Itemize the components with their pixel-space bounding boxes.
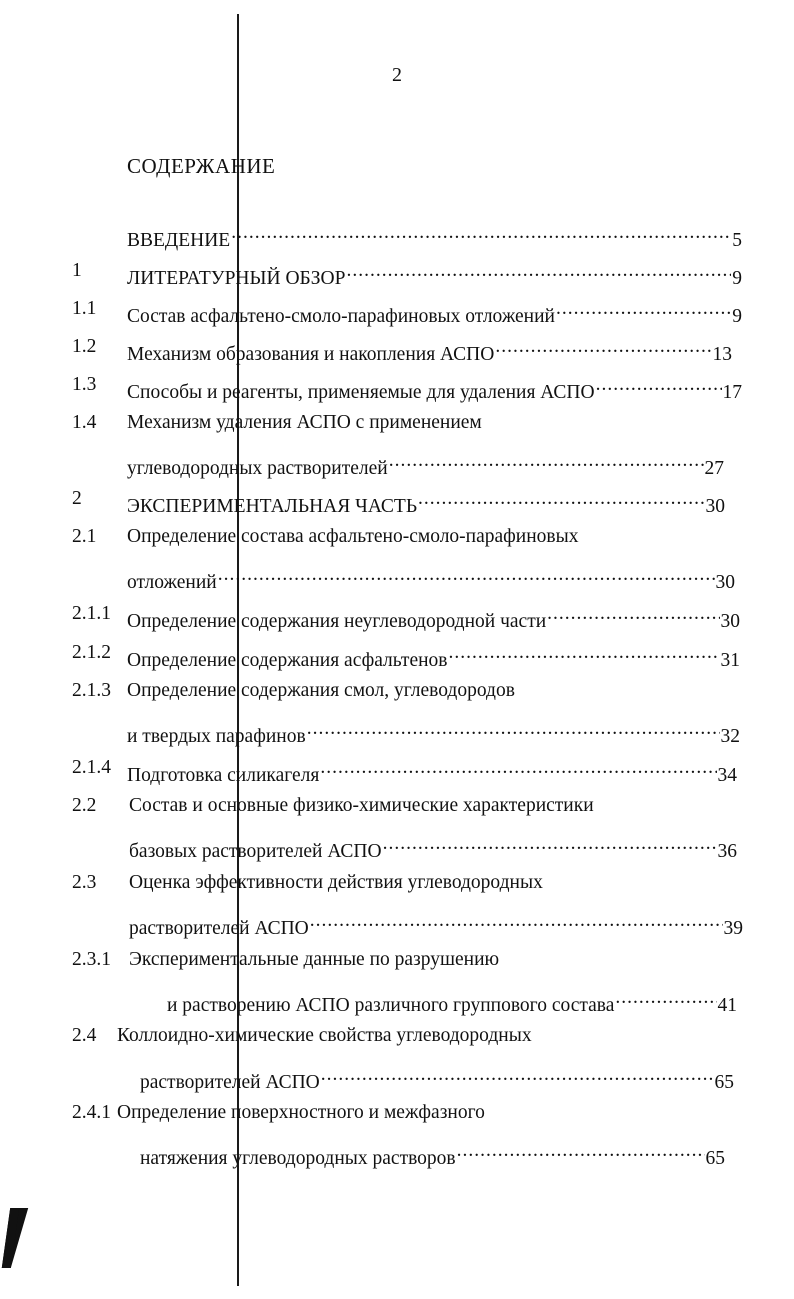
toc-entry-number: 2.3 bbox=[72, 872, 97, 893]
toc-entry-page: 65 bbox=[714, 1072, 734, 1093]
toc-entry-page: 30 bbox=[705, 496, 725, 517]
toc-entry-number: 2.1.1 bbox=[72, 603, 111, 624]
toc-entry-page: 13 bbox=[712, 344, 732, 365]
toc-entry-continuation: отложений bbox=[127, 572, 217, 593]
toc-entry-text: Подготовка силикагеля bbox=[127, 765, 320, 786]
toc-entry-number: 2.4 bbox=[72, 1025, 97, 1046]
toc-leader-dots bbox=[418, 486, 704, 512]
toc-entry-1-4 bbox=[127, 448, 724, 479]
toc-entry-continuation: и твердых парафинов bbox=[127, 726, 306, 747]
toc-entry-2-1 bbox=[127, 562, 735, 593]
toc-entry-number: 1.2 bbox=[72, 336, 97, 357]
toc-entry-page: 17 bbox=[722, 382, 742, 403]
toc-entry-text: Оценка эффективности действия углеводородных bbox=[129, 872, 543, 893]
page-number: 2 bbox=[392, 64, 402, 86]
toc-entry-page: 65 bbox=[705, 1148, 725, 1169]
toc-leader-dots bbox=[556, 296, 731, 322]
toc-entry-text: Состав асфальтено-смоло-парафиновых отложений bbox=[127, 306, 555, 327]
toc-entry-number: 1.4 bbox=[72, 412, 97, 433]
toc-entry-page: 39 bbox=[723, 918, 743, 939]
toc-entry-number: 2.1 bbox=[72, 526, 97, 547]
toc-entry-continuation: и растворению АСПО различного группового состава bbox=[167, 995, 615, 1016]
toc-entry-continuation: углеводородных растворителей bbox=[127, 458, 388, 479]
toc-entry-text: Способы и реагенты, применяемые для удаления АСПО bbox=[127, 382, 595, 403]
toc-entry-text: Определение содержания асфальтенов bbox=[127, 650, 448, 671]
toc-entry-2-1-4 bbox=[127, 755, 737, 786]
toc-entry-2-1-1 bbox=[127, 601, 740, 632]
toc-entry-2 bbox=[127, 486, 725, 517]
toc-entry-text: Определение содержания неуглеводородной части bbox=[127, 611, 547, 632]
toc-entry-number: 2.1.4 bbox=[72, 757, 111, 778]
toc-leader-dots bbox=[495, 334, 711, 360]
toc-title: СОДЕРЖАНИЕ bbox=[127, 154, 276, 178]
toc-entry-page: 27 bbox=[704, 458, 724, 479]
toc-entry-text: Экспериментальные данные по разрушению bbox=[129, 949, 500, 970]
toc-leader-dots bbox=[449, 640, 720, 666]
toc-entry-text: Механизм удаления АСПО с применением bbox=[127, 412, 482, 433]
toc-entry-text: Коллоидно-химические свойства углеводородных bbox=[117, 1025, 532, 1046]
toc-entry-page: 30 bbox=[715, 572, 735, 593]
toc-entry-continuation: растворителей АСПО bbox=[129, 918, 309, 939]
toc-entry-2-1-2 bbox=[127, 640, 740, 671]
toc-entry-continuation: растворителей АСПО bbox=[140, 1072, 320, 1093]
toc-entry-page: 32 bbox=[720, 726, 740, 747]
toc-leader-dots bbox=[231, 220, 731, 246]
toc-entry-number: 2.2 bbox=[72, 795, 97, 816]
toc-entry-2-1-3 bbox=[127, 716, 740, 747]
toc-entry-text: Определение содержания смол, углеводородов bbox=[127, 680, 515, 701]
toc-entry-2-3-1 bbox=[167, 985, 737, 1016]
toc-entry-page: 30 bbox=[720, 611, 740, 632]
toc-entry-page: 34 bbox=[717, 765, 737, 786]
toc-entry-1-1 bbox=[127, 296, 742, 327]
toc-leader-dots bbox=[346, 258, 731, 284]
toc-leader-dots bbox=[218, 562, 715, 588]
toc-entry-text: ЭКСПЕРИМЕНТАЛЬНАЯ ЧАСТЬ bbox=[127, 496, 418, 517]
toc-entry-number: 1.3 bbox=[72, 374, 97, 395]
toc-entry-page: 31 bbox=[720, 650, 740, 671]
toc-entry-1-3 bbox=[127, 372, 742, 403]
toc-entry-text: Механизм образования и накопления АСПО bbox=[127, 344, 495, 365]
toc-entry-2-4-1 bbox=[140, 1138, 725, 1169]
toc-leader-dots bbox=[320, 755, 716, 781]
toc-entry-number: 2 bbox=[72, 488, 82, 509]
toc-entry-2-3 bbox=[129, 908, 743, 939]
toc-entry-number: 2.3.1 bbox=[72, 949, 111, 970]
toc-entry-number: 2.1.2 bbox=[72, 642, 111, 663]
toc-leader-dots bbox=[547, 601, 719, 627]
toc-entry-continuation: натяжения углеводородных растворов bbox=[140, 1148, 456, 1169]
toc-leader-dots bbox=[383, 831, 717, 857]
toc-entry-page: 41 bbox=[717, 995, 737, 1016]
toc-entry-2-4 bbox=[140, 1062, 734, 1093]
toc-entry-number: 1.1 bbox=[72, 298, 97, 319]
toc-entry-number: 1 bbox=[72, 260, 82, 281]
toc-entry-text: Состав и основные физико-химические характеристики bbox=[129, 795, 594, 816]
toc-leader-dots bbox=[321, 1062, 714, 1088]
toc-entry-text: Определение состава асфальтено-смоло-парафиновых bbox=[127, 526, 579, 547]
toc-entry-intro bbox=[127, 220, 742, 251]
toc-leader-dots bbox=[307, 716, 720, 742]
toc-entry-text: Определение поверхностного и межфазного bbox=[117, 1102, 485, 1123]
toc-entry-continuation: базовых растворителей АСПО bbox=[129, 841, 382, 862]
toc-entry-number: 2.4.1 bbox=[72, 1102, 111, 1123]
toc-entry-1-2 bbox=[127, 334, 732, 365]
toc-entry-1 bbox=[127, 258, 742, 289]
toc-leader-dots bbox=[457, 1138, 705, 1164]
scan-artifact-mark bbox=[2, 1208, 28, 1268]
toc-leader-dots bbox=[389, 448, 704, 474]
toc-leader-dots bbox=[310, 908, 723, 934]
toc-entry-text: ЛИТЕРАТУРНЫЙ ОБЗОР bbox=[127, 268, 346, 289]
toc-leader-dots bbox=[596, 372, 722, 398]
toc-leader-dots bbox=[615, 985, 716, 1011]
toc-entry-2-2 bbox=[129, 831, 737, 862]
toc-entry-text: ВВЕДЕНИЕ bbox=[127, 230, 231, 251]
toc-entry-page: 36 bbox=[717, 841, 737, 862]
toc-entry-number: 2.1.3 bbox=[72, 680, 111, 701]
toc-entry-page: 9 bbox=[732, 268, 742, 289]
toc-entry-page: 9 bbox=[732, 306, 742, 327]
toc-entry-page: 5 bbox=[732, 230, 742, 251]
